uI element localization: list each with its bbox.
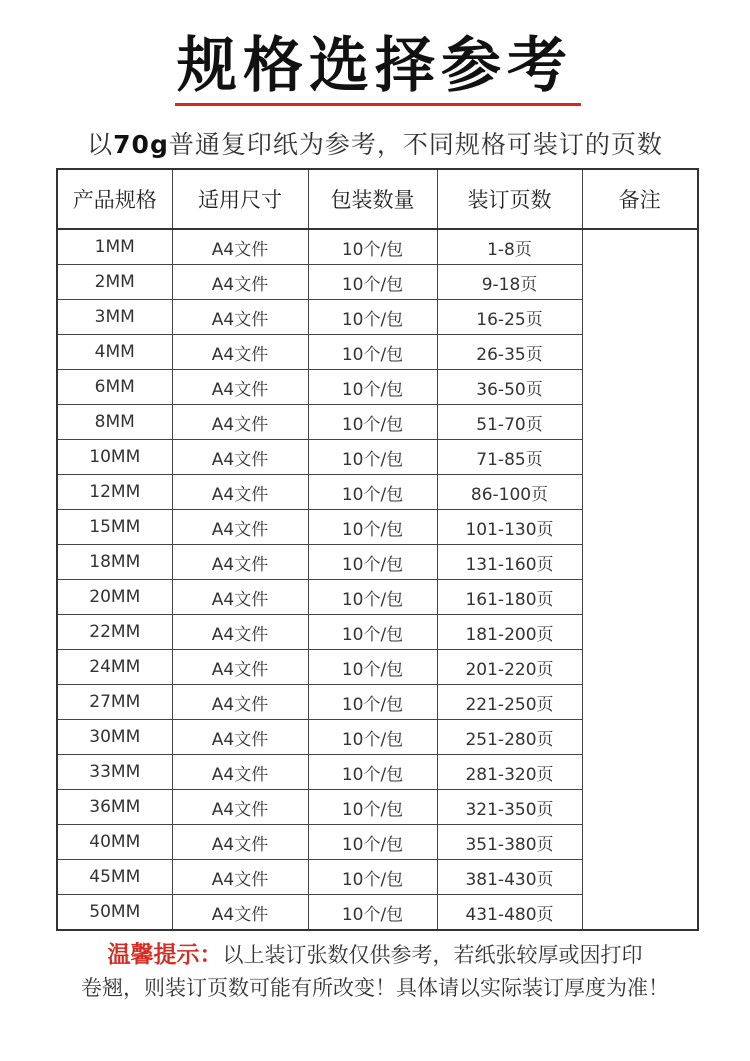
- cell-spec: 45MM: [57, 860, 172, 895]
- cell-note: [582, 229, 698, 930]
- cell-pages: 431-480页: [437, 895, 582, 931]
- cell-size: A4文件: [172, 860, 308, 895]
- cell-pages: 281-320页: [437, 755, 582, 790]
- cell-size: A4文件: [172, 650, 308, 685]
- cell-pages: 131-160页: [437, 545, 582, 580]
- cell-size: A4文件: [172, 440, 308, 475]
- cell-spec: 27MM: [57, 685, 172, 720]
- cell-size: A4文件: [172, 475, 308, 510]
- table-body: [57, 229, 698, 930]
- cell-spec: 33MM: [57, 755, 172, 790]
- tip-text-1: 以上装订张数仅供参考，若纸张较厚或因打印: [222, 943, 643, 967]
- subtitle-paper-weight: 70g: [113, 130, 169, 159]
- cell-pages: 36-50页: [437, 370, 582, 405]
- subtitle: [0, 128, 750, 162]
- cell-pages: 9-18页: [437, 265, 582, 300]
- spec-table: [56, 168, 699, 931]
- header-spec: 产品规格: [57, 169, 172, 229]
- header-size: 适用尺寸: [172, 169, 308, 229]
- cell-quantity: 10个/包: [308, 405, 437, 440]
- tip-line-2: 卷翘，则装订页数可能有所改变！具体请以实际装订厚度为准！: [81, 976, 669, 1000]
- cell-spec: 2MM: [57, 265, 172, 300]
- cell-size: A4文件: [172, 580, 308, 615]
- header-quantity: 包装数量: [308, 169, 437, 229]
- cell-quantity: 10个/包: [308, 685, 437, 720]
- title-underline: [175, 103, 581, 106]
- cell-spec: 10MM: [57, 440, 172, 475]
- cell-quantity: 10个/包: [308, 510, 437, 545]
- cell-quantity: 10个/包: [308, 790, 437, 825]
- cell-quantity: 10个/包: [308, 265, 437, 300]
- cell-quantity: 10个/包: [308, 545, 437, 580]
- cell-spec: 6MM: [57, 370, 172, 405]
- cell-size: A4文件: [172, 370, 308, 405]
- cell-size: A4文件: [172, 405, 308, 440]
- cell-pages: 101-130页: [437, 510, 582, 545]
- cell-quantity: 10个/包: [308, 895, 437, 931]
- cell-size: A4文件: [172, 895, 308, 931]
- cell-size: A4文件: [172, 790, 308, 825]
- cell-size: A4文件: [172, 755, 308, 790]
- cell-quantity: 10个/包: [308, 229, 437, 265]
- cell-quantity: 10个/包: [308, 335, 437, 370]
- header-pages: 装订页数: [437, 169, 582, 229]
- subtitle-prefix: 以: [87, 130, 114, 159]
- cell-size: A4文件: [172, 510, 308, 545]
- table-header-row: [57, 169, 698, 229]
- cell-spec: 8MM: [57, 405, 172, 440]
- cell-pages: 1-8页: [437, 229, 582, 265]
- cell-spec: 20MM: [57, 580, 172, 615]
- cell-quantity: 10个/包: [308, 650, 437, 685]
- cell-spec: 50MM: [57, 895, 172, 931]
- cell-pages: 351-380页: [437, 825, 582, 860]
- cell-pages: 86-100页: [437, 475, 582, 510]
- cell-size: A4文件: [172, 615, 308, 650]
- cell-spec: 30MM: [57, 720, 172, 755]
- cell-size: A4文件: [172, 229, 308, 265]
- cell-spec: 24MM: [57, 650, 172, 685]
- cell-quantity: 10个/包: [308, 825, 437, 860]
- cell-pages: 221-250页: [437, 685, 582, 720]
- cell-quantity: 10个/包: [308, 370, 437, 405]
- cell-spec: 3MM: [57, 300, 172, 335]
- cell-quantity: 10个/包: [308, 300, 437, 335]
- cell-spec: 4MM: [57, 335, 172, 370]
- cell-quantity: 10个/包: [308, 615, 437, 650]
- cell-size: A4文件: [172, 720, 308, 755]
- cell-quantity: 10个/包: [308, 720, 437, 755]
- cell-pages: 381-430页: [437, 860, 582, 895]
- cell-spec: 22MM: [57, 615, 172, 650]
- cell-pages: 201-220页: [437, 650, 582, 685]
- cell-pages: 26-35页: [437, 335, 582, 370]
- cell-size: A4文件: [172, 685, 308, 720]
- cell-size: A4文件: [172, 545, 308, 580]
- cell-spec: 40MM: [57, 825, 172, 860]
- cell-quantity: 10个/包: [308, 475, 437, 510]
- cell-quantity: 10个/包: [308, 440, 437, 475]
- page-title: 规格选择参考: [177, 31, 573, 101]
- cell-spec: 1MM: [57, 229, 172, 265]
- cell-spec: 18MM: [57, 545, 172, 580]
- cell-spec: 12MM: [57, 475, 172, 510]
- cell-spec: 36MM: [57, 790, 172, 825]
- cell-quantity: 10个/包: [308, 860, 437, 895]
- subtitle-suffix: 普通复印纸为参考，不同规格可装订的页数: [168, 130, 663, 159]
- cell-spec: 15MM: [57, 510, 172, 545]
- tip-label: 温馨提示：: [107, 942, 223, 968]
- cell-size: A4文件: [172, 825, 308, 860]
- header-note: 备注: [582, 169, 698, 229]
- cell-pages: 16-25页: [437, 300, 582, 335]
- cell-pages: 161-180页: [437, 580, 582, 615]
- cell-quantity: 10个/包: [308, 755, 437, 790]
- cell-size: A4文件: [172, 265, 308, 300]
- cell-pages: 71-85页: [437, 440, 582, 475]
- cell-pages: 251-280页: [437, 720, 582, 755]
- cell-quantity: 10个/包: [308, 580, 437, 615]
- table-row: [57, 229, 698, 265]
- tip-line-1: [0, 940, 750, 970]
- cell-pages: 51-70页: [437, 405, 582, 440]
- cell-pages: 181-200页: [437, 615, 582, 650]
- cell-size: A4文件: [172, 300, 308, 335]
- cell-pages: 321-350页: [437, 790, 582, 825]
- cell-size: A4文件: [172, 335, 308, 370]
